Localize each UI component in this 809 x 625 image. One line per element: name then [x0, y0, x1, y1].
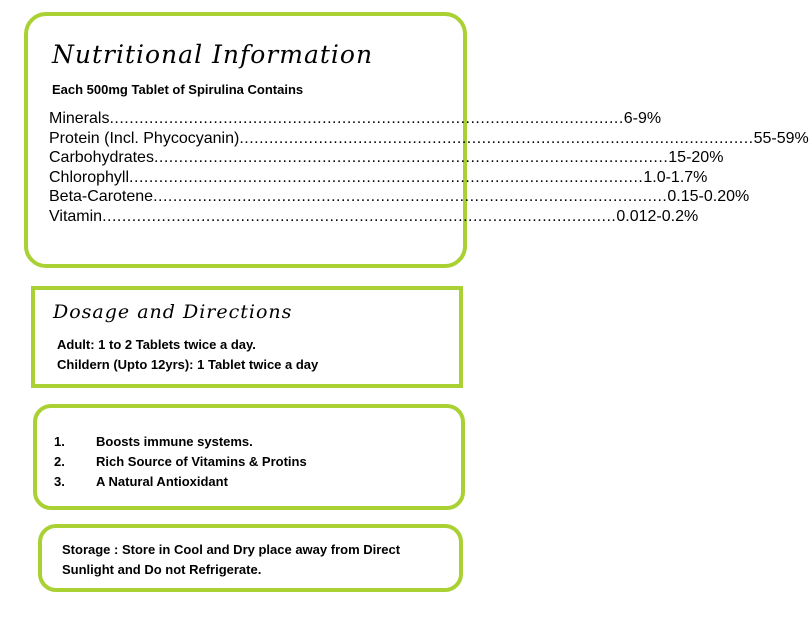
storage-text: Storage : Store in Cool and Dry place away from Direct Sunlight and Do not Refrigerate.	[62, 542, 401, 577]
list-number: 2.	[54, 454, 65, 469]
dose-children: Childern (Upto 12yrs): 1 Tablet twice a day	[57, 357, 319, 372]
nutrient-row	[49, 207, 699, 227]
nutrient-value: 15-20%	[668, 149, 724, 166]
list-item	[54, 452, 307, 472]
nutrient-row	[49, 168, 708, 188]
dosage-title: Dosage and Directions	[53, 301, 293, 323]
nutrition-panel	[24, 12, 809, 268]
nutrient-row	[49, 129, 809, 149]
dose-adult: Adult: 1 to 2 Tablets twice a day.	[57, 337, 256, 352]
nutrient-name: Vitamin	[49, 207, 103, 225]
nutrient-value: 0.15-0.20%	[667, 188, 750, 205]
nutrient-value: 55-59%	[753, 129, 809, 147]
nutrient-name: Carbohydrates	[49, 149, 154, 166]
list-number: 1.	[54, 434, 65, 449]
nutrient-value: 1.0-1.7%	[643, 168, 708, 186]
benefit-text: Boosts immune systems.	[96, 434, 253, 449]
dot-leader: ........................................................................................................	[153, 188, 668, 205]
dot-leader: ........................................................................................................	[102, 207, 617, 225]
nutrient-row	[49, 109, 662, 129]
dot-leader: ........................................................................................................	[109, 110, 624, 127]
benefit-list	[54, 432, 307, 492]
nutrition-subtitle: Each 500mg Tablet of Spirulina Contains	[52, 82, 304, 97]
benefit-text: A Natural Antioxidant	[96, 474, 228, 489]
list-item	[54, 432, 307, 452]
list-number: 3.	[54, 474, 65, 489]
dot-leader: ........................................................................................................	[129, 168, 644, 186]
nutrient-name: Beta-Carotene	[49, 188, 154, 205]
nutrient-name: Chlorophyll	[49, 168, 130, 186]
nutrient-row	[49, 187, 750, 207]
list-item	[54, 472, 307, 492]
nutrient-name: Protein (Incl. Phycocyanin)	[49, 129, 240, 147]
benefits-panel	[33, 404, 465, 510]
dot-leader: ........................................................................................................	[239, 129, 754, 147]
nutrient-row	[49, 148, 724, 168]
nutrient-value: 0.012-0.2%	[616, 207, 699, 225]
nutrition-title: Nutritional Information	[52, 40, 374, 69]
nutrient-value: 6-9%	[623, 110, 662, 127]
storage-panel	[38, 524, 463, 592]
benefit-text: Rich Source of Vitamins & Protins	[96, 454, 307, 469]
nutrient-list	[49, 109, 809, 226]
nutrient-name: Minerals	[49, 110, 110, 127]
dot-leader: ........................................................................................................	[153, 149, 669, 166]
dosage-panel	[31, 286, 463, 388]
